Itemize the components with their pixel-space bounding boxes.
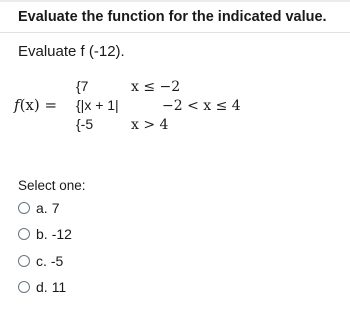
piece-value: {-5 bbox=[76, 116, 94, 132]
piece-row-3 bbox=[76, 116, 93, 134]
piece-condition-row-3 bbox=[131, 116, 168, 134]
option-letter: c. bbox=[36, 253, 47, 269]
radio-button[interactable] bbox=[18, 281, 30, 293]
option-text: -12 bbox=[51, 226, 72, 242]
radio-button[interactable] bbox=[18, 255, 30, 267]
answer-option-c[interactable] bbox=[18, 252, 63, 270]
answer-option-b[interactable] bbox=[18, 225, 72, 243]
option-letter: b. bbox=[36, 226, 48, 242]
option-text: 11 bbox=[51, 279, 67, 295]
function-name: f bbox=[14, 96, 20, 114]
option-text: 7 bbox=[51, 200, 60, 216]
title-divider bbox=[0, 32, 350, 33]
option-label bbox=[36, 226, 72, 242]
function-lhs bbox=[14, 96, 57, 114]
piece-condition: x ≤ −2 bbox=[131, 79, 181, 95]
option-letter: a. bbox=[36, 200, 48, 216]
piece-row-1 bbox=[76, 78, 88, 96]
option-label bbox=[36, 279, 66, 295]
piece-condition: x > 4 bbox=[131, 117, 169, 133]
function-arg: (x) = bbox=[19, 96, 58, 114]
piece-condition-row-2 bbox=[162, 97, 241, 115]
piece-value: {7 bbox=[76, 78, 89, 94]
piecewise-function bbox=[14, 78, 274, 136]
piece-value: {|x + 1| bbox=[76, 97, 119, 113]
question-prompt: Evaluate f (-12). bbox=[18, 43, 125, 60]
top-border bbox=[0, 0, 350, 2]
question-title: Evaluate the function for the indicated value. bbox=[18, 9, 327, 25]
select-one-label: Select one: bbox=[18, 178, 86, 193]
radio-button[interactable] bbox=[18, 228, 30, 240]
option-text: -5 bbox=[50, 253, 64, 269]
option-letter: d. bbox=[36, 279, 48, 295]
piece-condition-row-1 bbox=[131, 78, 180, 96]
piece-condition: −2 < x ≤ 4 bbox=[162, 98, 241, 114]
answer-option-d[interactable] bbox=[18, 278, 66, 296]
radio-button[interactable] bbox=[18, 202, 30, 214]
option-label bbox=[36, 253, 63, 269]
piece-row-2 bbox=[76, 97, 119, 115]
option-label bbox=[36, 200, 59, 216]
answer-option-a[interactable] bbox=[18, 199, 59, 217]
